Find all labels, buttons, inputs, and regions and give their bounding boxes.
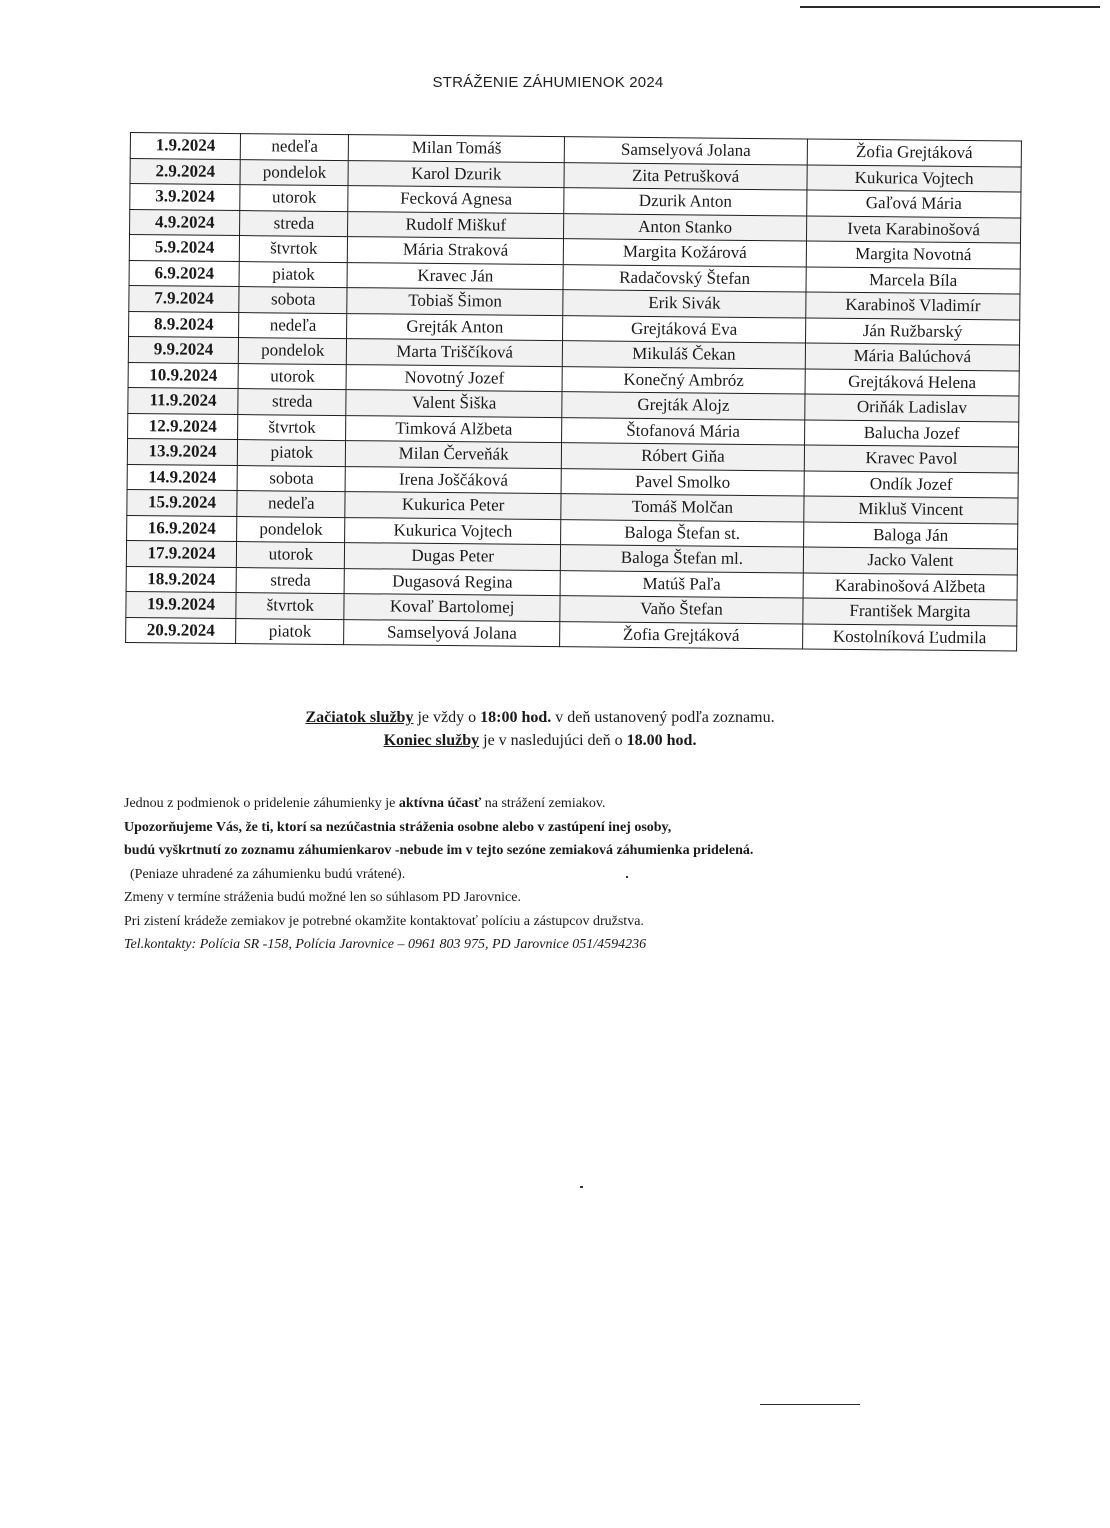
note-line-5: Zmeny v termíne stráženia budú možné len so súhlasom PD Jarovnice. (124, 890, 521, 905)
guard-1-cell: Kukurica Peter (345, 492, 561, 520)
guard-2-cell: Zita Petrušková (564, 162, 807, 190)
day-cell: streda (236, 567, 344, 594)
guard-1-cell: Milan Červeňák (346, 441, 562, 469)
guard-3-cell: Mária Balúchová (805, 343, 1019, 371)
guard-3-cell: František Margita (803, 598, 1017, 626)
day-cell: streda (240, 210, 348, 237)
guard-2-cell: Vaňo Štefan (560, 596, 803, 624)
guard-1-cell: Milan Tomáš (349, 135, 565, 163)
guard-1-cell: Samselyová Jolana (344, 619, 560, 647)
day-cell: nedeľa (239, 312, 347, 339)
guard-1-cell: Irena Joščáková (346, 466, 562, 494)
service-start-text: je vždy o (413, 709, 481, 726)
guard-3-cell: Oriňák Ladislav (805, 394, 1019, 422)
guard-2-cell: Tomáš Molčan (561, 494, 804, 522)
guard-3-cell: Baloga Ján (804, 521, 1018, 549)
guard-1-cell: Tobiaš Šimon (347, 288, 563, 316)
scan-speck (580, 1186, 583, 1188)
guard-1-cell: Timková Alžbeta (346, 415, 562, 443)
guard-3-cell: Karabinošová Alžbeta (803, 572, 1017, 600)
date-cell: 15.9.2024 (127, 489, 238, 516)
date-cell: 10.9.2024 (128, 362, 239, 389)
guard-3-cell: Ondík Jozef (804, 470, 1018, 498)
document-title: STRÁŽENIE ZÁHUMIENOK 2024 (432, 74, 664, 91)
date-cell: 2.9.2024 (130, 158, 241, 185)
guard-2-cell: Konečný Ambróz (562, 366, 805, 394)
date-cell: 17.9.2024 (126, 540, 237, 567)
service-end-line (0, 729, 1080, 752)
service-start-label: Začiatok služby (305, 709, 414, 726)
note-line-3: budú vyškrtnutí zo zoznamu záhumienkarov -nebude im v tejto sezóne zemiaková záhumienka pridelená. (124, 843, 754, 858)
notes-block (124, 792, 924, 957)
guard-2-cell: Anton Stanko (563, 213, 806, 241)
guard-1-cell: Fecková Agnesa (348, 186, 564, 214)
note-line-2: Upozorňujeme Vás, že ti, ktorí sa nezúčastnia stráženia osobne alebo v zastúpení inej osoby, (124, 819, 672, 835)
date-cell: 11.9.2024 (128, 387, 239, 414)
guard-1-cell: Mária Straková (348, 237, 564, 265)
guard-3-cell: Iveta Karabinošová (807, 216, 1021, 244)
guard-1-cell: Dugas Peter (345, 543, 561, 571)
service-end-text: je v nasledujúci deň o (479, 732, 627, 749)
date-cell: 5.9.2024 (129, 235, 240, 262)
day-cell: streda (238, 389, 346, 416)
guard-2-cell: Baloga Štefan st. (561, 519, 804, 547)
service-start-text-2: v deň ustanovený podľa zoznamu. (551, 709, 775, 726)
guard-2-cell: Dzurik Anton (564, 188, 807, 216)
guard-3-cell: Mikluš Vincent (804, 496, 1018, 524)
date-cell: 8.9.2024 (129, 311, 240, 338)
date-cell: 20.9.2024 (126, 617, 237, 644)
guard-1-cell: Kovaľ Bartolomej (344, 594, 560, 622)
day-cell: štvrtok (238, 414, 346, 441)
guard-1-cell: Novotný Jozef (347, 364, 563, 392)
day-cell: piatok (236, 618, 344, 645)
note-line-contacts: Tel.kontakty: Polícia SR -158, Polícia Jarovnice – 0961 803 975, PD Jarovnice 051/4594236 (124, 937, 647, 952)
guard-1-cell: Rudolf Miškuf (348, 211, 564, 239)
day-cell: pondelok (239, 338, 347, 365)
day-cell: pondelok (237, 516, 345, 543)
guard-2-cell: Mikuláš Čekan (562, 341, 805, 369)
day-cell: pondelok (240, 159, 348, 186)
guard-3-cell: Jacko Valent (803, 547, 1017, 575)
day-cell: utorok (238, 363, 346, 390)
day-cell: utorok (237, 542, 345, 569)
guard-2-cell: Matúš Paľa (560, 570, 803, 598)
day-cell: piatok (239, 261, 347, 288)
date-cell: 16.9.2024 (127, 515, 238, 542)
guard-3-cell: Ján Ružbarský (806, 317, 1020, 345)
service-start-time: 18:00 hod. (480, 709, 552, 726)
note-line-6: Pri zistení krádeže zemiakov je potrebné okamžite kontaktovať políciu a zástupcov družstva. (124, 913, 644, 929)
guard-2-cell: Baloga Štefan ml. (560, 545, 803, 573)
service-start-line (0, 706, 1080, 729)
service-times (0, 706, 1080, 752)
service-end-time: 18.00 hod. (626, 732, 697, 749)
service-end-label: Koniec služby (383, 732, 480, 749)
date-cell: 3.9.2024 (130, 184, 241, 211)
guard-3-cell: Žofia Grejtáková (807, 139, 1021, 167)
note-emphasis: aktívna účasť (398, 796, 482, 811)
guard-2-cell: Grejták Alojz (562, 392, 805, 420)
guard-3-cell: Grejtáková Helena (805, 368, 1019, 396)
date-cell: 1.9.2024 (130, 133, 241, 160)
guard-2-cell: Samselyová Jolana (564, 137, 807, 165)
guard-2-cell: Žofia Grejtáková (560, 621, 803, 649)
date-cell: 13.9.2024 (127, 438, 238, 465)
guard-1-cell: Marta Triščíková (347, 339, 563, 367)
guard-3-cell: Gaľová Mária (807, 190, 1021, 218)
date-cell: 19.9.2024 (126, 591, 237, 618)
day-cell: sobota (239, 287, 347, 314)
date-cell: 6.9.2024 (129, 260, 240, 287)
guard-3-cell: Kukurica Vojtech (807, 165, 1021, 193)
date-cell: 7.9.2024 (129, 285, 240, 312)
guard-3-cell: Kostolníková Ľudmila (803, 623, 1017, 651)
guard-3-cell: Marcela Bíla (806, 266, 1020, 294)
scan-artifact-bottom (760, 1404, 860, 1405)
date-cell: 18.9.2024 (126, 566, 237, 593)
guard-1-cell: Dugasová Regina (345, 568, 561, 596)
date-cell: 12.9.2024 (128, 413, 239, 440)
guard-2-cell: Pavel Smolko (561, 468, 804, 496)
day-cell: utorok (240, 185, 348, 212)
guard-3-cell: Karabinoš Vladimír (806, 292, 1020, 320)
day-cell: sobota (237, 465, 345, 492)
guard-2-cell: Erik Sivák (563, 290, 806, 318)
guard-2-cell: Štofanová Mária (562, 417, 805, 445)
guard-2-cell: Radačovský Štefan (563, 264, 806, 292)
note-text: Jednou z podmienok o pridelenie záhumienky je (124, 796, 399, 811)
guard-2-cell: Grejtáková Eva (563, 315, 806, 343)
day-cell: štvrtok (240, 236, 348, 263)
guard-1-cell: Grejták Anton (347, 313, 563, 341)
note-line-1 (124, 792, 924, 816)
guard-3-cell: Kravec Pavol (804, 445, 1018, 473)
day-cell: nedeľa (237, 491, 345, 518)
guard-3-cell: Margita Novotná (806, 241, 1020, 269)
guard-1-cell: Kukurica Vojtech (345, 517, 561, 545)
note-line-4: (Peniaze uhradené za záhumienku budú vrátené). (130, 866, 406, 882)
date-cell: 14.9.2024 (127, 464, 238, 491)
guard-3-cell: Balucha Jozef (805, 419, 1019, 447)
date-cell: 4.9.2024 (130, 209, 241, 236)
guard-schedule-table (125, 132, 1022, 652)
guard-1-cell: Valent Šiška (346, 390, 562, 418)
scan-artifact-top (800, 6, 1100, 8)
day-cell: štvrtok (236, 593, 344, 620)
date-cell: 9.9.2024 (128, 336, 239, 363)
note-text: na strážení zemiakov. (481, 796, 606, 811)
guard-2-cell: Margita Kožárová (563, 239, 806, 267)
guard-2-cell: Róbert Giňa (561, 443, 804, 471)
guard-1-cell: Karol Dzurik (348, 160, 564, 188)
day-cell: piatok (238, 440, 346, 467)
day-cell: nedeľa (241, 134, 349, 161)
guard-1-cell: Kravec Ján (348, 262, 564, 290)
